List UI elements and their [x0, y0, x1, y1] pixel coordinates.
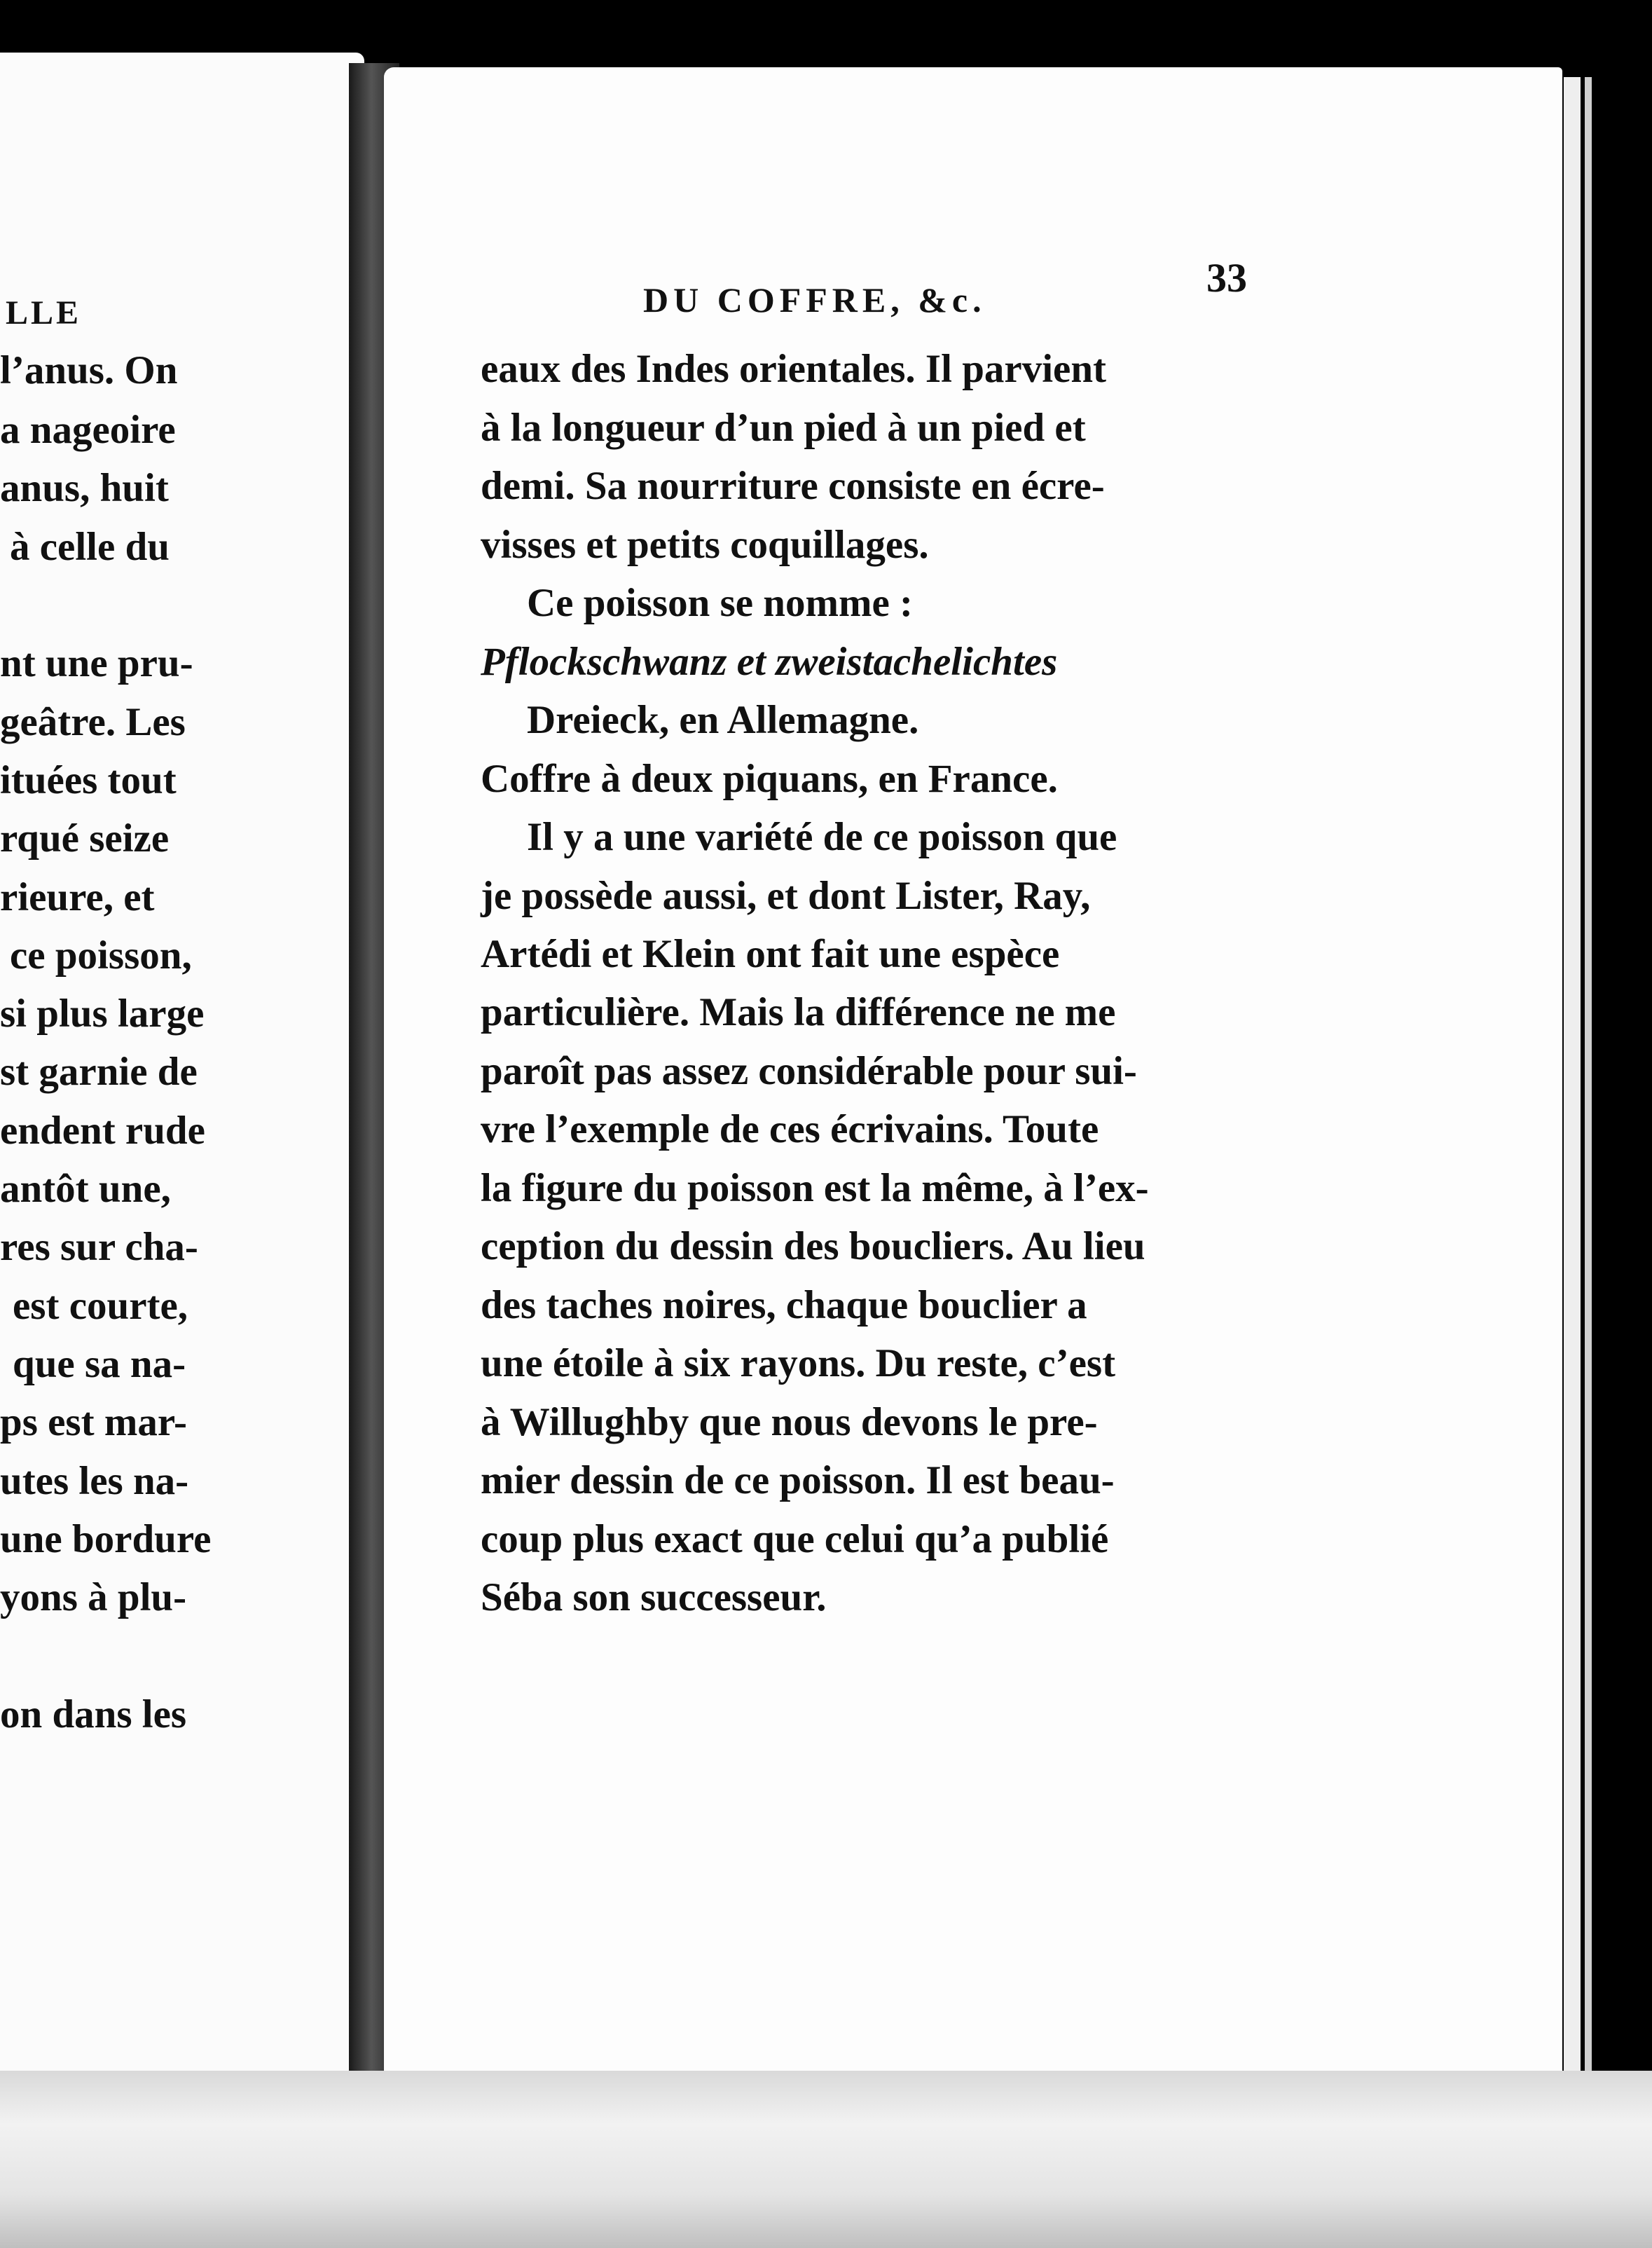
text-line: paroît pas assez considérable pour sui-	[481, 1049, 1137, 1093]
text-line: à Willughby que nous devons le pre-	[481, 1400, 1098, 1444]
left-line: rqué seize	[0, 816, 170, 861]
left-line: antôt une,	[0, 1167, 171, 1211]
left-line: yons à plu-	[0, 1575, 187, 1619]
page-edges-inner	[1585, 77, 1592, 2151]
text-line: visses et petits coquillages.	[481, 523, 929, 567]
text-line: mier dessin de ce poisson. Il est beau-	[481, 1458, 1115, 1502]
left-line: on dans les	[0, 1692, 187, 1736]
left-line: nt une pru-	[0, 641, 193, 685]
left-line: res sur cha-	[0, 1225, 198, 1269]
text-line: Coffre à deux piquans, en France.	[481, 757, 1058, 801]
text-line: Séba son successeur.	[481, 1575, 827, 1619]
text-line: eaux des Indes orientales. Il parvient	[481, 347, 1107, 391]
text-line: Dreieck, en Allemagne.	[527, 698, 919, 742]
left-line: anus, huit	[0, 466, 169, 510]
page-number: 33	[1206, 255, 1247, 301]
left-line: endent rude	[0, 1109, 205, 1153]
text-line: Artédi et Klein ont fait une espèce	[481, 932, 1060, 976]
text-line: vre l’exemple de ces écrivains. Toute	[481, 1107, 1099, 1151]
left-line: LLE	[6, 294, 82, 331]
left-line: si plus large	[0, 992, 205, 1036]
left-line: ce poisson,	[10, 933, 192, 978]
text-line: la figure du poisson est la même, à l’ex-	[481, 1166, 1149, 1210]
book-bottom-edge	[0, 2071, 1652, 2248]
text-line: une étoile à six rayons. Du reste, c’est	[481, 1341, 1116, 1385]
text-line: à la longueur d’un pied à un pied et	[481, 406, 1086, 450]
left-line: a nageoire	[0, 408, 176, 452]
text-line: des taches noires, chaque bouclier a	[481, 1283, 1087, 1327]
text-line: particulière. Mais la différence ne me	[481, 990, 1116, 1034]
running-head-title: DU COFFRE, &c.	[643, 280, 986, 320]
text-line: Ce poisson se nomme :	[527, 581, 913, 625]
left-line: rieure, et	[0, 875, 155, 919]
text-line: ception du dessin des boucliers. Au lieu	[481, 1224, 1145, 1268]
text-line-names-de: Pflockschwanz et zweistachelichtes	[481, 640, 1058, 684]
left-line: est courte,	[13, 1284, 188, 1328]
left-line: ps est mar-	[0, 1400, 187, 1444]
text-line: Il y a une variété de ce poisson que	[527, 815, 1117, 859]
left-line: utes les na-	[0, 1459, 189, 1503]
left-line: geâtre. Les	[0, 700, 186, 744]
text-line: demi. Sa nourriture consiste en écre-	[481, 464, 1105, 508]
text-line: je possède aussi, et dont Lister, Ray,	[481, 874, 1091, 918]
left-line: que sa na-	[13, 1342, 186, 1386]
page-edges	[1564, 77, 1581, 2151]
left-line: l’anus. On	[0, 348, 178, 392]
text-line: coup plus exact que celui qu’a publié	[481, 1517, 1109, 1561]
left-line: ituées tout	[0, 758, 177, 802]
left-line: une bordure	[0, 1517, 212, 1561]
left-line: à celle du	[10, 525, 170, 569]
left-line: st garnie de	[0, 1050, 198, 1094]
